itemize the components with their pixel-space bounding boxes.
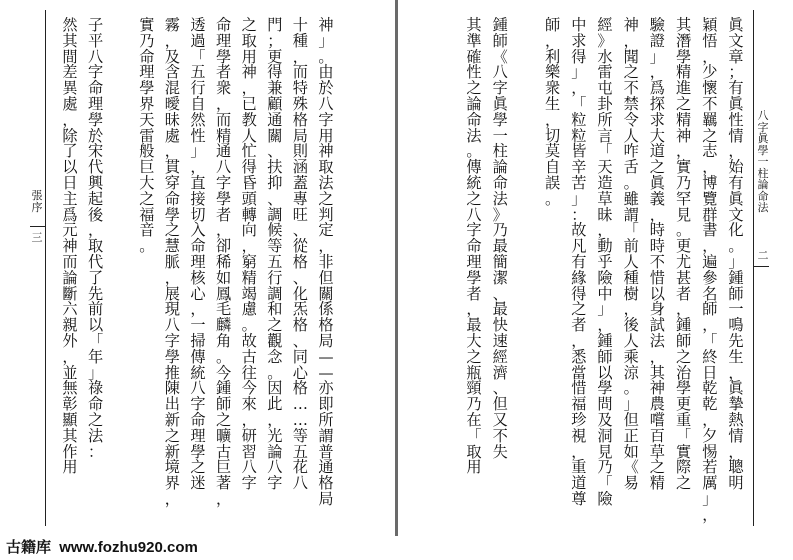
left-column: 霧 ， 及 含 混 曖 昧 處 ， 貫 穿 命 學 之 慧 脈 ， 展 現 八 字 學 推 陳 出 新 之 新 境 界 ， — [164, 16, 180, 508]
left-column: 命 理 學 者 衆 ， 而 精 通 八 字 學 者 ， 卻 稀 如 鳳 毛 麟 角 。 今 鍾 師 之 曠 古 巨 著 ， — [216, 16, 232, 508]
left-column: 神 」 。 由 於 八 字 用 神 取 法 之 判 定 ， 非 但 關 係 格 局 — [318, 16, 334, 350]
right-column: 其 潛 學 精 進 之 精 神 ， 實 乃 罕 見 。 更 尤 甚 者 ， 鍾 師 之 治 學 更 重 「 實 際 之 — [676, 16, 692, 493]
right-column: 經 》 水 雷 屯 卦 所 言 「 天 造 草 昧 ， 動 乎 險 中 」 ， 鍾 師 以 學 問 及 洞 見 乃 「 險 — [597, 16, 613, 508]
right-running-head: 八 字 眞 學 一 柱 論 命 法 — [757, 109, 769, 214]
right-page — [398, 0, 793, 536]
left-page — [0, 0, 395, 536]
left-column: 然 其 間 差 異 處 ， 除 了 以 日 主 爲 元 神 而 論 斷 六 親 外 ， 並 無 彰 顯 其 作 用 — [62, 16, 78, 477]
right-page-number: 二 — [757, 249, 769, 262]
right-column: 鍾 師 《 八 字 眞 學 一 柱 論 命 法 》 乃 最 簡 潔 、 最 快 速 經 濟 、 但 又 不 失 — [492, 16, 508, 461]
left-column: 子 平 八 字 命 理 學 於 宋 代 興 起 後 ， 取 代 了 先 前 以 「 年 」 祿 命 之 法 ： — [88, 16, 104, 461]
right-column: 中 求 得 」 ， 「 粒 粒 皆 辛 苦 」 ： 故 凡 有 緣 得 之 者 ， 悉 當 惜 福 珍 視 ， 重 道 尊 — [571, 16, 587, 508]
left-page-number: 三 — [31, 231, 43, 244]
right-column: 眞 文 章 ； 有 眞 性 情 ， 始 有 眞 文 化 。 」 鍾 師 一 鳴 先 生 ， 眞 摯 熱 情 ， 聰 明 — [728, 16, 744, 493]
site-watermark — [0, 536, 793, 560]
right-column: 穎 悟 ， 少 懷 不 羈 之 志 ， 博 覽 群 書 ， 遍 參 名 師 ， 「 終 日 乾 乾 ， 夕 惕 若 厲 」 ， — [702, 16, 718, 524]
right-column: 神 ， 聞 之 不 禁 令 人 咋 舌 。 雖 謂 「 前 人 種 樹 ， 後 人 乘 涼 。 」 但 正 如 《 易 — [623, 16, 639, 493]
right-page-header-line — [753, 266, 769, 267]
left-column: 透 過 「 五 行 自 然 性 」 ， 直 接 切 入 命 理 核 心 ， 一 掃 傳 統 八 字 命 理 學 之 迷 — [190, 16, 206, 493]
right-column: 師 ， 利 樂 衆 生 ， 切 莫 自 誤 。 — [545, 16, 561, 208]
left-column: 十 種 ， 而 特 殊 格 局 則 涵 蓋 專 旺 、 從 格 、 化 炁 格 、 同 心 格 … … 等 五 花 八 — [292, 16, 308, 493]
site-name: 古籍库 — [6, 539, 52, 556]
site-url: www.fozhu920.com — [59, 539, 198, 556]
right-page-border-line — [753, 10, 754, 526]
left-column: 門 ； 更 得 兼 顧 通 關 、 扶 抑 、 調 候 等 五 行 調 和 之 觀 念 。 因 此 ， 光 論 八 字 — [267, 16, 283, 493]
left-column-continuation: — — 亦 即 所 謂 普 通 格 局 — [318, 347, 334, 508]
left-running-head: 張 序 — [31, 189, 43, 214]
right-column: 其 準 確 性 之 論 命 法 。 傳 統 之 八 字 命 理 學 者 ， 最 大 之 瓶 頸 乃 在 「 取 用 — [466, 16, 482, 477]
right-column: 驗 證 」 ， 爲 探 求 大 道 之 眞 義 ， 時 時 不 惜 以 身 試 法 ， 其 神 農 嚐 百 草 之 精 — [649, 16, 665, 493]
left-column: 實 乃 命 理 學 界 天 雷 般 巨 大 之 福 音 。 — [139, 16, 155, 256]
left-column: 之 取 用 神 ， 已 教 人 忙 得 昏 頭 轉 向 ， 窮 精 竭 慮 。 故 古 往 今 來 ， 研 習 八 字 — [241, 16, 257, 493]
left-page-border-line — [45, 10, 46, 526]
left-page-header-line — [30, 226, 46, 227]
